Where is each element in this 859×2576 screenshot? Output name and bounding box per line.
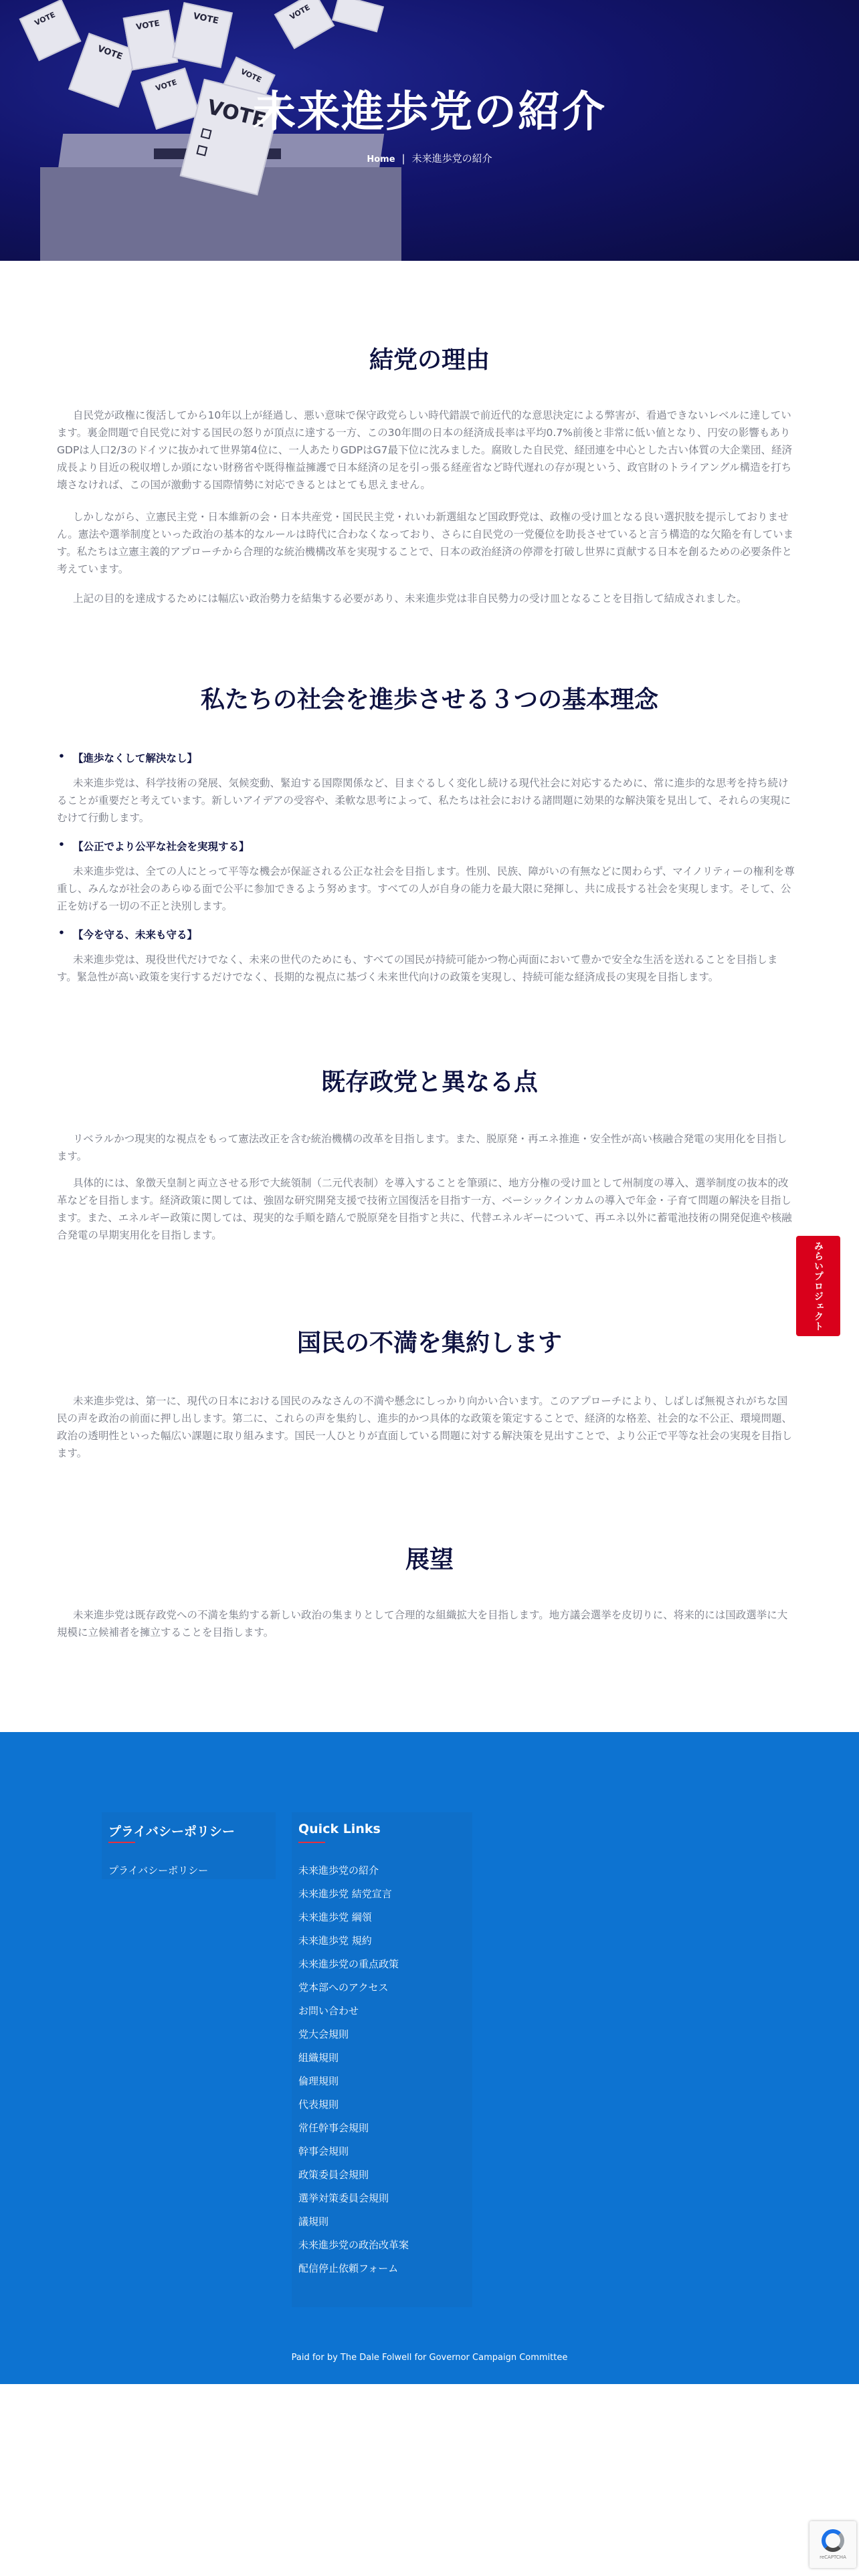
ballot-paper-image: VOTE	[140, 68, 201, 130]
paragraph: 自民党が政権に復活してから10年以上が経過し、悪い意味で保守政党らしい時代錯誤で前近代的な意思決定による弊害が、看過できないレベルに達しています。裏金問題で自民党に対する国民の怒りが頂点に達する一方、この30年間の日本の経済成長率は平均0.7%前後と非常に低い値となり、円安の影響もありGDPは人口2/3のドイツに抜かれて世界第4位に、一人あたりGDPはG7最下位に沈みました。腐敗した自民党、経団連を中心とした古い体質の大企業団、経済成長より目近の税収増しか頭にない財務省や既得権益擁護で日本経済の足を引っ張る経産省など時代遅れの存が現という、政官財のトライアングル構造を打ち壊さなければ、この国が激動する国際情勢に対応できるとはとても思えません。	[57, 409, 792, 491]
ballot-paper-image: VOTE	[274, 0, 335, 49]
footer-quick-link[interactable]: 未来進歩党 綱領	[298, 1911, 372, 1923]
title-underline	[298, 1842, 325, 1843]
footer-quick-link[interactable]: 政策委員会規則	[298, 2169, 369, 2181]
section-title-discontent: 国民の不満を集約します	[296, 1329, 562, 1357]
footer-quick-link[interactable]: 代表規則	[298, 2099, 339, 2111]
footer-quick-link[interactable]: 党大会規則	[298, 2028, 349, 2040]
footer-quick-link[interactable]: 未来進歩党の政治改革案	[298, 2239, 409, 2251]
section-title-difference: 既存政党と異なる点	[320, 1069, 538, 1096]
footer-quick-link[interactable]: 未来進歩党の重点政策	[298, 1958, 399, 1970]
principle-body: 未来進歩党は、現役世代だけでなく、未来の世代のためにも、すべての国民が持続可能かつ物心両面において豊かで安全な生活を送れることを目指します。緊急性が高い政策を実行するだけでなく、長期的な視点に基づく未来世代向けの政策を実現し、持続可能な経済成長の実現を目指します。	[57, 954, 778, 983]
recaptcha-label: reCAPTCHA	[820, 2555, 846, 2560]
title-underline	[108, 1842, 135, 1843]
footer-quick-links-title: Quick Links	[298, 1822, 381, 1836]
ballot-paper-image: VOTE	[68, 33, 139, 108]
footer-quick-link[interactable]: 議規則	[298, 2216, 329, 2228]
section-title-vision: 展望	[405, 1546, 454, 1574]
principle-heading: • 【進歩なくして解決なし】	[57, 750, 795, 765]
paragraph: 未来進歩党は、第一に、現代の日本における国民のみなさんの不満や懸念にしっかり向かい合います。このアプローチにより、しばしば無視されがちな国民の声を政治の前面に押し出します。第二に、これらの声を集約し、進歩的かつ具体的な政策を策定することで、経済的な格差、社会的な不公正、環境問題、政治の透明性といった幅広い課題に取り組みます。国民一人ひとりが直面している問題に対する解決策を見出すことで、より公正で平等な社会の実現を目指します。	[57, 1395, 792, 1459]
mirai-project-side-tab[interactable]	[796, 1236, 840, 1336]
section-title-principles: 私たちの社会を進歩させる３つの基本理念	[200, 686, 658, 714]
paragraph: リベラルかつ現実的な視点をもって憲法改正を含む統治機構の改革を目指します。また、脱原発・再エネ推進・安全性が高い核融合発電の実用化を目指します。	[57, 1133, 787, 1162]
footer-column-quick-links	[292, 1812, 472, 2307]
hero-banner	[0, 0, 859, 261]
principle-body: 未来進歩党は、全ての人にとって平等な機会が保証される公正な社会を目指します。性別、民族、障がいの有無などに関わらず、マイノリティーの権利を尊重し、みんなが社会のあらゆる面で公平に参加できるよう努めます。すべての人が自身の能力を最大限に発揮し、共に成長する社会を実現します。そして、公正を妨げる一切の不正と決別します。	[57, 865, 795, 912]
recaptcha-icon	[822, 2529, 844, 2552]
footer-privacy-title: プライバシーポリシー	[108, 1824, 235, 1839]
footer-quick-link[interactable]: 配信停止依頼フォーム	[298, 2262, 399, 2274]
principle-heading: • 【公正でより公平な社会を実現する】	[57, 839, 795, 853]
footer-quick-link[interactable]: 未来進歩党 結党宣言	[298, 1888, 392, 1900]
ballot-paper-image: VOTE	[19, 0, 81, 62]
breadcrumb	[0, 151, 859, 165]
breadcrumb-current: 未来進歩党の紹介	[411, 152, 492, 165]
section-title-reason: 結党の理由	[369, 346, 490, 374]
page-title: 未来進歩党の紹介	[253, 88, 606, 137]
breadcrumb-separator: |	[401, 152, 405, 165]
paragraph: 上記の目的を達成するためには幅広い政治勢力を結集する必要があり、未来進歩党は非自民勢力の受け皿となることを目指して結成されました。	[73, 593, 747, 605]
ballot-paper-image: VOTE	[216, 57, 275, 118]
ballot-paper-main: VOTE	[180, 79, 282, 196]
footer	[0, 1732, 859, 2384]
ballot-paper-image: VOTE	[172, 2, 233, 68]
paragraph: 未来進歩党は既存政党への不満を集約する新しい政治の集まりとして合理的な組織拡大を目指します。地方議会選挙を皮切りに、将来的には国政選挙に大規模に立候補者を擁立することを目指します。	[57, 1609, 788, 1638]
footer-quick-link[interactable]: 未来進歩党 規約	[298, 1935, 372, 1947]
paragraph: しかしながら、立憲民主党・日本維新の会・日本共産党・国民民主党・れいわ新選組など国政野党は、政権の受け皿となる良い選択肢を提示しておりません。憲法や選挙制度といった政治の基本的なルールは時代に合わなくなっており、さらに自民党の一党優位を助長させていると言う構造的な欠陥を有しています。私たちは立憲主義的アプローチから合理的な統治機構改革を実現することで、日本の政治経済の停滞を打破し世界に貢献する日本を創るための必要条件と考えています。	[57, 511, 794, 575]
footer-credit: Paid for by The Dale Folwell for Governor Campaign Committee	[291, 2353, 568, 2363]
paragraph: 具体的には、象徴天皇制と両立させる形で大統領制（二元代表制）を導入することを筆頭に、地方分権の受け皿として州制度の導入、選挙制度の抜本的改革などを目指します。経済政策に関しては、強固な研究開発支援で技術立国復活を目指す一方、ベーシックインカムの導入で年金・子育て問題の解決を目指します。また、エネルギー政策に関しては、現実的な手順を踏んで脱原発を目指すと共に、代替エネルギーについて、再エネ以外に蓄電池技術の開発促進や核融合発電の早期実用化を目指します。	[57, 1177, 792, 1241]
footer-quick-link[interactable]: お問い合わせ	[298, 2005, 359, 2017]
footer-quick-link[interactable]: 組織規則	[298, 2052, 339, 2064]
ballot-paper-image: VOTE	[123, 10, 179, 71]
footer-quick-link[interactable]: 党本部へのアクセス	[298, 1981, 389, 1994]
recaptcha-badge[interactable]	[809, 2521, 856, 2568]
footer-column-privacy	[102, 1812, 276, 1879]
footer-link-privacy-policy[interactable]: プライバシーポリシー	[108, 1864, 209, 1876]
footer-quick-link[interactable]: 幹事会規則	[298, 2145, 349, 2157]
footer-quick-link[interactable]: 常任幹事会規則	[298, 2122, 369, 2134]
breadcrumb-home-link[interactable]: Home	[367, 154, 395, 165]
footer-quick-link[interactable]: 倫理規則	[298, 2075, 339, 2087]
footer-quick-link[interactable]: 未来進歩党の紹介	[298, 1864, 379, 1876]
footer-quick-link[interactable]: 選挙対策委員会規則	[298, 2192, 389, 2204]
side-tab-label: みらいプロジェクト	[813, 1241, 824, 1331]
principle-heading: • 【今を守る、未来も守る】	[57, 927, 795, 942]
principle-body: 未来進歩党は、科学技術の発展、気候変動、緊迫する国際関係など、目まぐるしく変化し続ける現代社会に対応するために、常に進歩的な思考を持ち続けることが重要だと考えています。新しいアイデアの受容や、柔軟な思考によって、私たちは社会における諸問題に効果的な解決策を見出して、それらの実現にむけて行動します。	[57, 777, 791, 824]
